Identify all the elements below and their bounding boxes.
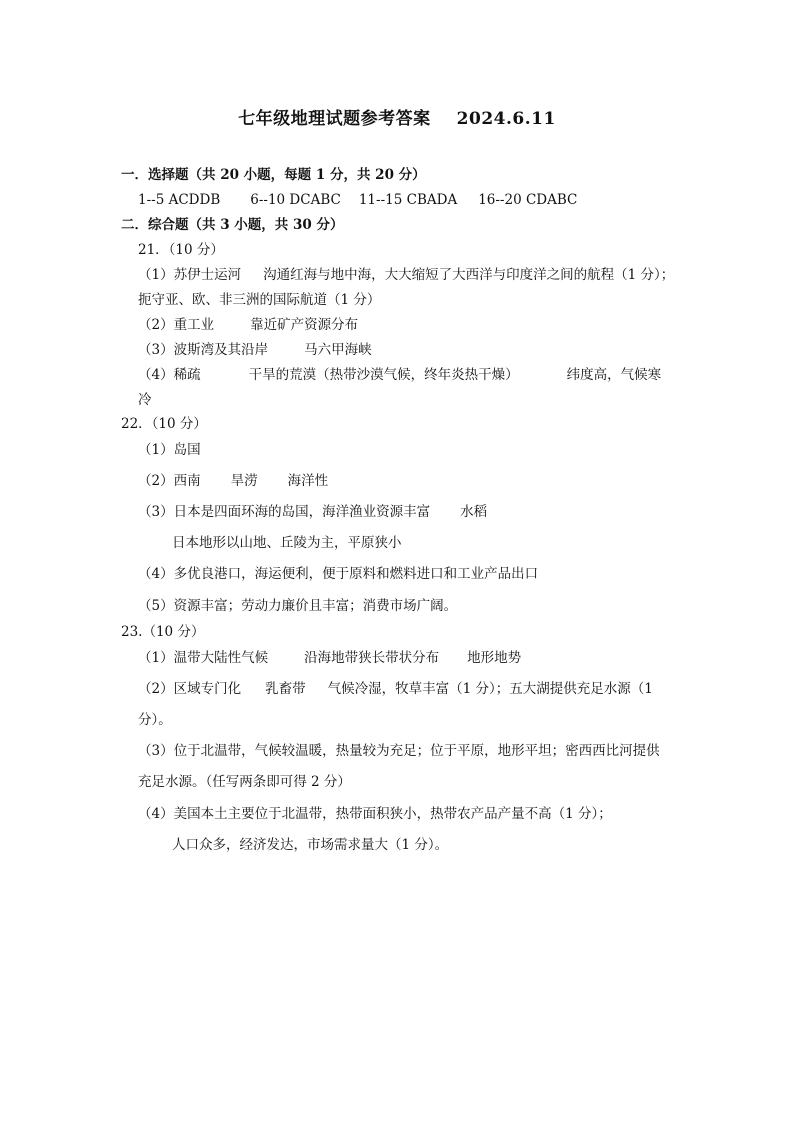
q23-p1-distribution: 沿海地带狭长带状分布 <box>304 650 440 666</box>
q23-p2-belt: 乳畜带 <box>265 681 306 697</box>
q22-p2-climate: 海洋性 <box>287 473 329 489</box>
q23-part3: （3）位于北温带，气候较温暖，热量较为充足；位于平原，地形平坦；密西西比河提供 <box>138 743 660 759</box>
choice-answers-16-20: 16--20 CDABC <box>478 192 578 208</box>
q21-p4-answer: （4）稀疏 <box>138 367 201 383</box>
q23-p1-terrain: 地形地势 <box>467 650 522 666</box>
q21-p2-reason: 靠近矿产资源分布 <box>250 317 359 333</box>
q23-part4-cont: 人口众多，经济发达，市场需求量大（1 分）。 <box>172 837 449 853</box>
choice-answers-row <box>138 191 577 209</box>
q23-p2-reason: 气候冷湿，牧草丰富（1 分）；五大湖提供充足水源（1 <box>327 681 653 697</box>
section-2-heading: 二．综合题（共 3 小题，共 30 分） <box>121 217 344 233</box>
q23-p2-specialization: （2）区域专门化 <box>138 681 242 697</box>
q23-part2-cont: 分）。 <box>138 712 172 728</box>
title-text: 七年级地理试题参考答案 <box>238 109 431 129</box>
q22-part3 <box>138 503 487 521</box>
q21-p3-strait: 马六甲海峡 <box>304 342 372 358</box>
q21-part1 <box>138 266 674 284</box>
q23-label: 23.（10 分） <box>121 624 205 640</box>
q23-part4: （4）美国本土主要位于北温带，热带面积狭小，热带农产品产量不高（1 分）； <box>138 806 612 822</box>
q22-p2-disaster: 旱涝 <box>230 473 258 489</box>
page-title <box>0 104 794 129</box>
section-1-heading: 一．选择题（共 20 小题，每题 1 分，共 20 分） <box>121 167 426 183</box>
choice-answers-11-15: 11--15 CBADA <box>358 192 458 208</box>
q23-part2 <box>138 680 653 698</box>
q21-p2-answer: （2）重工业 <box>138 317 215 333</box>
q21-part1-cont: 扼守亚、欧、非三洲的国际航道（1 分） <box>138 292 381 308</box>
q21-p1-reason: 沟通红海与地中海，大大缩短了大西洋与印度洋之间的航程（1 分）； <box>263 267 675 283</box>
q21-label: 21．（10 分） <box>138 242 224 258</box>
q21-p3-answer: （3）波斯湾及其沿岸 <box>138 342 269 358</box>
q23-p1-climate: （1）温带大陆性气候 <box>138 650 269 666</box>
q22-part3-cont: 日本地形以山地、丘陵为主，平原狭小 <box>172 535 402 551</box>
q22-part2 <box>138 472 328 490</box>
q22-p3-reason: （3）日本是四面环海的岛国，海洋渔业资源丰富 <box>138 504 431 520</box>
q21-p4-desert: 干旱的荒漠（热带沙漠气候，终年炎热干燥） <box>248 367 519 383</box>
q21-p4-latitude: 纬度高，气候寒 <box>566 367 662 383</box>
q22-part4: （4）多优良港口，海运便利，便于原料和燃料进口和工业产品出口 <box>138 566 539 582</box>
q21-part2 <box>138 316 358 334</box>
q23-part3-cont: 充足水源。（任写两条即可得 2 分） <box>138 774 351 790</box>
choice-answers-6-10: 6--10 DCABC <box>250 192 341 208</box>
q22-label: 22．（10 分） <box>121 416 207 432</box>
q23-part1 <box>138 649 521 667</box>
choice-answers-1-5: 1--5 ACDDB <box>138 192 221 208</box>
q21-p1-answer: （1）苏伊士运河 <box>138 267 242 283</box>
title-date: 2024.6.11 <box>456 109 556 129</box>
q22-p3-crop: 水稻 <box>460 504 488 520</box>
q21-part4-cont: 冷 <box>138 392 152 408</box>
q22-part5: （5）资源丰富；劳动力廉价且丰富；消费市场广阔。 <box>138 598 458 614</box>
q21-part4 <box>138 366 661 384</box>
q22-p2-direction: （2）西南 <box>138 473 201 489</box>
q22-part1: （1）岛国 <box>138 442 201 458</box>
q21-part3 <box>138 341 372 359</box>
